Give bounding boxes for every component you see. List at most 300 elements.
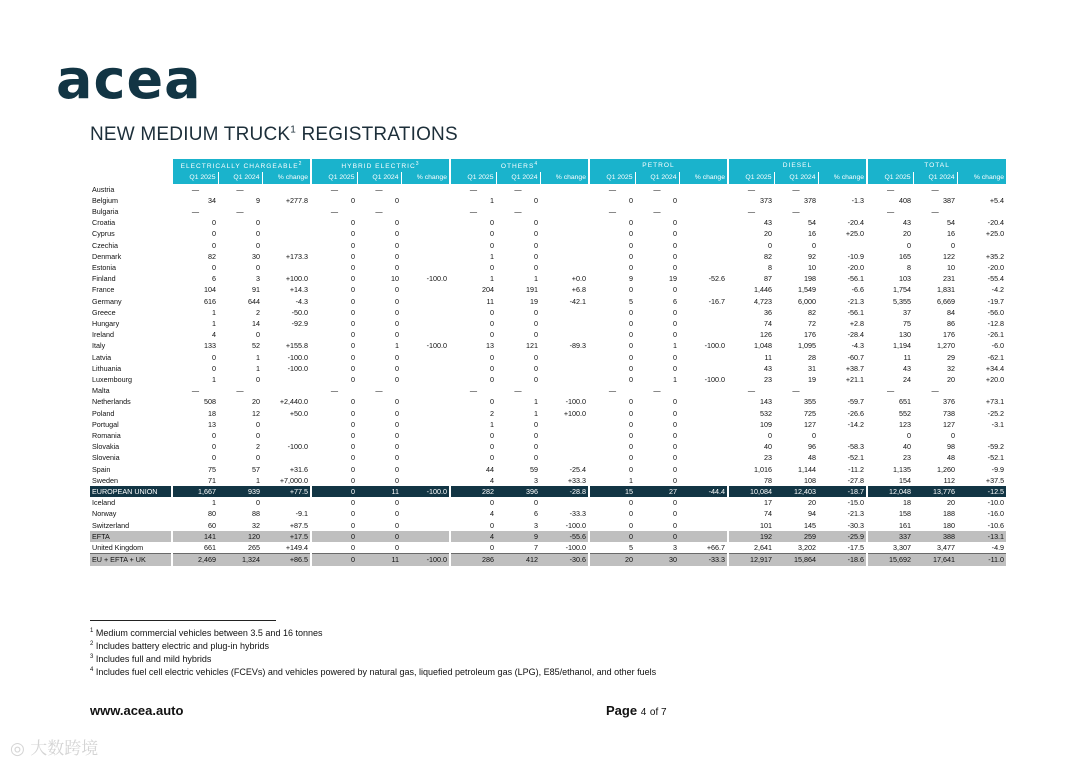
value-cell: 0 (450, 329, 496, 340)
value-cell: 82 (172, 251, 218, 262)
value-cell: 0 (395, 442, 399, 452)
column-subheader: Q1 2025 (728, 172, 774, 183)
value-cell: 0 (673, 195, 677, 205)
value-cell: -19.7 (987, 296, 1005, 306)
value-cell (818, 184, 867, 195)
value-cell (679, 464, 728, 475)
value-cell: 0 (673, 363, 677, 373)
value-cell (679, 228, 728, 239)
group-header-label: OTHERS (500, 163, 535, 171)
value-cell: -4.2 (991, 285, 1005, 295)
value-cell: -52.1 (987, 453, 1005, 463)
value-cell: +14.3 (289, 285, 308, 295)
value-cell: 0 (534, 352, 538, 362)
value-cell: 191 (526, 285, 538, 295)
value-cell: 3 (256, 274, 260, 284)
value-cell: -11.0 (957, 554, 1006, 566)
table-row (90, 441, 1006, 452)
value-cell: 1 (450, 273, 496, 284)
value-cell: 1,194 (867, 340, 913, 351)
value-cell: 0 (256, 229, 260, 239)
value-cell: 3 (534, 475, 538, 485)
value-cell: 396 (496, 486, 540, 497)
group-header-label: HYBRID ELECTRIC (341, 163, 416, 171)
value-cell: 286 (450, 554, 496, 566)
value-cell: 0 (395, 229, 399, 239)
value-cell (679, 240, 728, 251)
table-row (90, 464, 1006, 475)
value-cell: -56.1 (847, 274, 865, 284)
value-cell (679, 329, 728, 340)
country-cell: Lithuania (92, 363, 122, 373)
value-cell: 0 (589, 217, 635, 228)
value-cell: 145 (804, 520, 816, 530)
footnote-number: 3 (90, 654, 94, 660)
value-cell (401, 497, 450, 508)
value-cell: -26.6 (847, 408, 865, 418)
value-cell: 0 (673, 218, 677, 228)
value-cell (679, 497, 728, 508)
value-cell (679, 251, 728, 262)
table-row (90, 329, 1006, 340)
value-cell: -21.3 (847, 509, 865, 519)
value-cell: 11 (357, 486, 401, 497)
value-cell (540, 195, 589, 206)
value-cell: 198 (804, 274, 816, 284)
value-cell: -30.6 (540, 554, 589, 566)
value-cell: 725 (804, 408, 816, 418)
value-cell: +155.8 (285, 341, 308, 351)
value-cell: 0 (311, 408, 357, 419)
value-cell: 3,307 (867, 542, 913, 554)
column-subheader: % change (540, 172, 589, 183)
value-cell: 0 (172, 452, 218, 463)
value-cell: +5.4 (989, 195, 1005, 205)
value-cell: -33.3 (679, 554, 728, 566)
value-cell: -12.5 (957, 486, 1006, 497)
value-cell: 0 (311, 531, 357, 542)
value-cell: 508 (172, 396, 218, 407)
value-cell (540, 206, 589, 217)
value-cell: +35.2 (985, 251, 1005, 261)
value-cell (401, 385, 450, 396)
country-cell: Slovakia (92, 442, 120, 452)
value-cell: 94 (808, 509, 816, 519)
value-cell: 4 (172, 329, 218, 340)
value-cell: -4.9 (957, 542, 1006, 554)
value-cell (401, 352, 450, 363)
value-cell: 0 (589, 240, 635, 251)
footnote-number: 2 (90, 641, 94, 647)
value-cell: 6 (673, 296, 677, 306)
value-cell: 57 (252, 464, 260, 474)
value-cell: 0 (311, 363, 357, 374)
table-row (90, 408, 1006, 419)
value-cell: 192 (728, 531, 774, 542)
value-cell: 78 (728, 475, 774, 486)
value-cell: 0 (311, 508, 357, 519)
value-cell (401, 430, 450, 441)
value-cell: 0 (311, 195, 357, 206)
value-cell: +77.5 (262, 486, 311, 497)
value-cell (401, 452, 450, 463)
value-cell: 0 (589, 284, 635, 295)
value-cell: -15.0 (847, 498, 865, 508)
table-row (90, 284, 1006, 295)
footnote (90, 626, 656, 639)
title-footnote-ref: 1 (290, 124, 296, 136)
value-cell (401, 262, 450, 273)
value-cell (401, 408, 450, 419)
value-cell: -6.0 (991, 341, 1005, 351)
value-cell (540, 217, 589, 228)
value-cell: 1 (450, 195, 496, 206)
value-cell: 161 (867, 520, 913, 531)
column-subheader: Q1 2025 (311, 172, 357, 183)
value-cell: -6.6 (851, 285, 865, 295)
value-cell: 0 (311, 430, 357, 441)
column-subheader: % change (262, 172, 311, 183)
value-cell: 0 (450, 497, 496, 508)
value-cell: — (728, 385, 774, 396)
value-cell: 204 (450, 284, 496, 295)
column-subheader: % change (679, 172, 728, 183)
value-cell: 0 (172, 217, 218, 228)
value-cell: 80 (172, 508, 218, 519)
value-cell (540, 352, 589, 363)
value-cell: 0 (172, 240, 218, 251)
value-cell (540, 228, 589, 239)
value-cell: 0 (172, 228, 218, 239)
value-cell: 1 (172, 318, 218, 329)
value-cell: 0 (673, 442, 677, 452)
column-subheader: Q1 2024 (218, 172, 262, 183)
country-cell: Cyprus (92, 229, 115, 239)
value-cell: 0 (395, 520, 399, 530)
value-cell: 0 (673, 240, 677, 250)
value-cell: 19 (808, 375, 816, 385)
country-cell: Luxembourg (92, 375, 132, 385)
value-cell: -10.6 (987, 520, 1005, 530)
country-cell: Finland (92, 274, 116, 284)
value-cell: +20.0 (985, 375, 1005, 385)
value-cell: 939 (218, 486, 262, 497)
value-cell: 11 (867, 352, 913, 363)
value-cell: 0 (589, 307, 635, 318)
value-cell (957, 385, 1006, 396)
value-cell: 651 (867, 396, 913, 407)
value-cell: -100.0 (401, 486, 450, 497)
group-header (867, 159, 1006, 172)
table-row (90, 217, 1006, 228)
value-cell: 0 (256, 375, 260, 385)
value-cell: -92.9 (291, 319, 308, 329)
value-cell: 0 (256, 263, 260, 273)
value-cell: 0 (311, 554, 357, 566)
value-cell: -55.6 (540, 531, 589, 542)
table-row (90, 475, 1006, 486)
value-cell: 154 (867, 475, 913, 486)
value-cell: -3.1 (991, 419, 1005, 429)
value-cell: 7 (496, 542, 540, 554)
column-subheader: % change (401, 172, 450, 183)
value-cell: 0 (256, 419, 260, 429)
value-cell: 0 (534, 453, 538, 463)
value-cell: 133 (172, 340, 218, 351)
value-cell (540, 441, 589, 452)
value-cell: 388 (913, 531, 957, 542)
value-cell: 1,260 (937, 464, 956, 474)
table-row (90, 206, 1006, 217)
value-cell: 48 (947, 453, 956, 463)
value-cell: 12 (252, 408, 260, 418)
value-cell: 48 (808, 453, 816, 463)
value-cell: -59.7 (847, 397, 865, 407)
website-link[interactable]: www.acea.auto (90, 703, 184, 718)
value-cell: 23 (728, 452, 774, 463)
group-header-label: PETROL (642, 162, 675, 170)
value-cell: 0 (357, 542, 401, 554)
value-cell: 0 (534, 218, 538, 228)
value-cell: +2,440.0 (279, 397, 308, 407)
value-cell: 0 (450, 352, 496, 363)
column-subheader: Q1 2025 (867, 172, 913, 183)
value-cell: 282 (450, 486, 496, 497)
value-cell (679, 195, 728, 206)
value-cell: 1 (534, 397, 538, 407)
value-cell: 0 (534, 240, 538, 250)
table-row (90, 352, 1006, 363)
value-cell: 1 (256, 352, 260, 362)
column-subheader: Q1 2025 (172, 172, 218, 183)
country-cell: Bulgaria (92, 207, 119, 216)
table-row (90, 195, 1006, 206)
table-row (90, 340, 1006, 351)
value-cell: 0 (172, 441, 218, 452)
value-cell: 1,831 (937, 285, 956, 295)
table-row (90, 554, 1006, 566)
value-cell: -4.3 (295, 296, 308, 306)
value-cell: 0 (673, 520, 677, 530)
value-cell: -26.1 (987, 330, 1005, 340)
value-cell: 74 (728, 508, 774, 519)
group-header (589, 159, 728, 172)
value-cell: +38.7 (845, 363, 865, 373)
value-cell: 10,084 (728, 486, 774, 497)
value-cell: 0 (311, 542, 357, 554)
value-cell: +173.3 (285, 251, 308, 261)
value-cell: -50.0 (291, 307, 308, 317)
value-cell: 15,692 (867, 554, 913, 566)
value-cell (540, 251, 589, 262)
value-cell: — (589, 206, 635, 217)
value-cell: 661 (172, 542, 218, 554)
value-cell: 0 (589, 251, 635, 262)
watermark-logo-icon: ◎ (10, 739, 25, 759)
value-cell: 0 (589, 262, 635, 273)
value-cell: 2,469 (172, 554, 218, 566)
value-cell: 18 (867, 497, 913, 508)
value-cell: 0 (395, 218, 399, 228)
value-cell: 82 (808, 307, 816, 317)
value-cell: +100.0 (285, 274, 308, 284)
value-cell: — (450, 385, 496, 396)
value-cell: 0 (534, 195, 538, 205)
value-cell: 0 (450, 452, 496, 463)
value-cell: 30 (252, 251, 260, 261)
value-cell: 0 (311, 329, 357, 340)
value-cell: +0.0 (571, 274, 586, 284)
value-cell: -9.1 (295, 509, 308, 519)
value-cell: 0 (311, 240, 357, 251)
value-cell: -18.6 (818, 554, 867, 566)
value-cell: 1,048 (728, 340, 774, 351)
value-cell: 532 (728, 408, 774, 419)
value-cell: -52.1 (847, 453, 865, 463)
column-subheader: Q1 2024 (635, 172, 679, 183)
value-cell (540, 385, 589, 396)
table-row (90, 228, 1006, 239)
value-cell: -60.7 (847, 352, 865, 362)
group-header (172, 159, 311, 172)
value-cell (262, 374, 311, 385)
value-cell: 0 (311, 520, 357, 531)
value-cell: 6,669 (937, 296, 956, 306)
footnote-text: Medium commercial vehicles between 3.5 and 16 tonnes (95, 628, 323, 638)
value-cell: 373 (728, 195, 774, 206)
value-cell: — (867, 206, 913, 217)
value-cell: -4.3 (851, 341, 865, 351)
value-cell: 37 (867, 307, 913, 318)
value-cell: 4,723 (728, 296, 774, 307)
table-row (90, 452, 1006, 463)
value-cell (540, 363, 589, 374)
value-cell (401, 531, 450, 542)
value-cell: -12.8 (987, 319, 1005, 329)
value-cell: 337 (867, 531, 913, 542)
value-cell: -28.8 (540, 486, 589, 497)
value-cell: 87 (728, 273, 774, 284)
value-cell: 86 (947, 319, 956, 329)
value-cell: — (931, 207, 939, 216)
value-cell: 0 (812, 431, 816, 441)
value-cell: 36 (728, 307, 774, 318)
value-cell: 0 (450, 228, 496, 239)
value-cell (679, 508, 728, 519)
value-cell: 120 (218, 531, 262, 542)
value-cell: 0 (534, 375, 538, 385)
value-cell: — (792, 386, 800, 396)
value-cell: 0 (673, 464, 677, 474)
table-row (90, 419, 1006, 430)
value-cell: +2.8 (849, 319, 865, 329)
value-cell: 0 (311, 374, 357, 385)
country-cell: Romania (92, 431, 121, 441)
column-subheader: % change (818, 172, 867, 183)
value-cell: 0 (812, 240, 816, 250)
value-cell: 0 (589, 419, 635, 430)
value-cell (957, 184, 1006, 195)
value-cell: 0 (172, 363, 218, 374)
value-cell: 0 (450, 542, 496, 554)
column-subheader: Q1 2025 (450, 172, 496, 183)
value-cell (401, 374, 450, 385)
value-cell (401, 542, 450, 554)
page-current: 4 (640, 707, 647, 718)
value-cell: 43 (728, 363, 774, 374)
group-header (728, 159, 867, 172)
value-cell: 8 (867, 262, 913, 273)
value-cell: 0 (589, 329, 635, 340)
value-cell: 0 (395, 251, 399, 261)
value-cell: 0 (395, 509, 399, 519)
table-row (90, 262, 1006, 273)
value-cell (262, 452, 311, 463)
value-cell: — (589, 184, 635, 195)
value-cell: 2,641 (728, 542, 774, 554)
value-cell: 11 (357, 554, 401, 566)
value-cell: 0 (534, 363, 538, 373)
value-cell: 0 (450, 430, 496, 441)
value-cell: 10 (391, 274, 399, 284)
table-row (90, 296, 1006, 307)
value-cell: — (589, 385, 635, 396)
value-cell: -10.0 (987, 498, 1005, 508)
value-cell: 0 (450, 363, 496, 374)
value-cell: 165 (867, 251, 913, 262)
value-cell: 0 (311, 251, 357, 262)
value-cell: 0 (673, 475, 677, 485)
value-cell (679, 262, 728, 273)
value-cell: 71 (172, 475, 218, 486)
value-cell: 4 (450, 475, 496, 486)
table-row (90, 520, 1006, 531)
value-cell: — (450, 206, 496, 217)
value-cell: 0 (635, 531, 679, 542)
value-cell: -100.0 (565, 397, 586, 407)
footnote-text: Includes fuel cell electric vehicles (FCEVs) and vehicles powered by natural gas, liquefied petroleum gas (LPG), E85/ethanol, and other fuels (95, 667, 657, 677)
value-cell (401, 307, 450, 318)
value-cell (540, 240, 589, 251)
value-cell: 2 (256, 442, 260, 452)
value-cell: 88 (252, 509, 260, 519)
value-cell (540, 452, 589, 463)
value-cell: +50.0 (289, 408, 308, 418)
value-cell: 0 (311, 441, 357, 452)
value-cell: 1 (256, 475, 260, 485)
country-cell: United Kingdom (90, 542, 172, 554)
value-cell: — (311, 206, 357, 217)
value-cell (401, 228, 450, 239)
value-cell: 1,446 (728, 284, 774, 295)
group-header-footnote-ref: 3 (415, 161, 420, 167)
value-cell: 376 (943, 397, 956, 407)
value-cell (957, 430, 1006, 441)
value-cell: 0 (589, 464, 635, 475)
value-cell: 91 (252, 285, 260, 295)
value-cell: 1,324 (218, 554, 262, 566)
group-header (450, 159, 589, 172)
value-cell: — (236, 386, 244, 396)
value-cell: 0 (589, 441, 635, 452)
value-cell: 9 (496, 531, 540, 542)
value-cell (679, 206, 728, 217)
value-cell: 103 (867, 273, 913, 284)
value-cell: 104 (172, 284, 218, 295)
value-cell (540, 307, 589, 318)
value-cell: -9.9 (991, 464, 1005, 474)
value-cell: 34 (172, 195, 218, 206)
